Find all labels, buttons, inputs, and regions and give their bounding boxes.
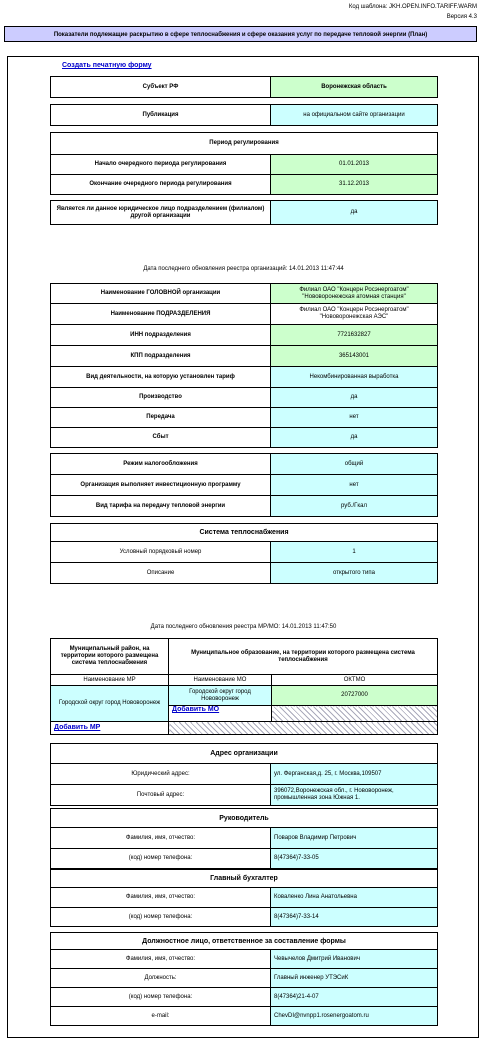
column-mr-name: Наименование МР (51, 675, 169, 686)
inn-value: 7721632827 (271, 325, 438, 346)
tax-regime-label: Режим налогообложения (51, 454, 271, 475)
accountant-phone-value[interactable]: 8(47364)7-33-14 (271, 908, 438, 927)
production-value[interactable]: да (271, 388, 438, 408)
kpp-label: КПП подразделения (51, 346, 271, 367)
hatched-row (169, 722, 438, 735)
responsible-name-value[interactable]: Чевычелов Дмитрий Иванович (271, 950, 438, 969)
inn-label: ИНН подразделения (51, 325, 271, 346)
tax-regime-value[interactable]: общий (271, 454, 438, 475)
kpp-value: 365143001 (271, 346, 438, 367)
heating-system-title: Система теплоснабжения (51, 524, 438, 542)
head-org-value[interactable]: Филиал ОАО "Концерн Росэнергоатом" "Нововоронежская атомная станция" (271, 284, 438, 304)
tariff-type-value[interactable]: руб./Гкал (271, 496, 438, 517)
period-title: Период регулирования (51, 133, 438, 155)
director-phone-label: (код) номер телефона: (51, 849, 271, 869)
invest-program-value[interactable]: нет (271, 475, 438, 496)
responsible-table (50, 932, 438, 1026)
template-code: Код шаблона: JKH.OPEN.INFO.TARIFF.WARM (348, 4, 477, 10)
add-mo-link[interactable]: Добавить МО (172, 706, 220, 713)
responsible-title: Должностное лицо, ответственное за составление формы (51, 933, 438, 950)
legal-address-value[interactable]: ул. Ферганская,д. 25, г. Москва,109507 (271, 764, 438, 785)
system-description-label: Описание (51, 563, 271, 584)
branch-value[interactable]: да (271, 201, 438, 225)
invest-program-label: Организация выполняет инвестиционную программу (51, 475, 271, 496)
add-mo-cell (169, 706, 272, 722)
mo-name-value[interactable]: Городской округ город Нововоронеж (169, 686, 272, 706)
postal-address-label: Почтовый адрес: (51, 785, 271, 806)
subject-label: Субъект РФ (51, 77, 271, 98)
oktmo-value: 20727000 (272, 686, 438, 706)
organization-table (50, 283, 438, 448)
add-mr-link[interactable]: Добавить МР (54, 724, 101, 731)
subject-value[interactable]: Воронежская область (271, 77, 438, 98)
director-name-label: Фамилия, имя, отчество: (51, 828, 271, 849)
sales-value[interactable]: да (271, 428, 438, 448)
period-start-value[interactable]: 01.01.2013 (271, 155, 438, 175)
system-description-value[interactable]: открытого типа (271, 563, 438, 584)
responsible-name-label: Фамилия, имя, отчество: (51, 950, 271, 969)
activity-label: Вид деятельности, на которую установлен тариф (51, 367, 271, 388)
publication-label: Публикация (51, 105, 271, 126)
column-mo-name: Наименование МО (169, 675, 272, 686)
period-table (50, 132, 438, 195)
period-end-value[interactable]: 31.12.2013 (271, 175, 438, 195)
system-number-value: 1 (271, 542, 438, 563)
branch-label: Является ли данное юридическое лицо подразделением (филиалом) другой организации (51, 201, 271, 225)
responsible-email-value[interactable]: ChevDI@nvnpp1.rosenergoatom.ru (271, 1007, 438, 1026)
hatched-cell (272, 706, 438, 722)
responsible-position-label: Должность: (51, 969, 271, 988)
create-print-form-link[interactable]: Создать печатную форму (62, 62, 152, 69)
template-version: Версия 4.3 (446, 14, 477, 20)
accountant-table (50, 869, 438, 927)
period-start-label: Начало очередного периода регулирования (51, 155, 271, 175)
period-end-label: Окончание очередного периода регулирования (51, 175, 271, 195)
subject-table (50, 76, 438, 98)
sales-label: Сбыт (51, 428, 271, 448)
director-table (50, 808, 438, 869)
column-oktmo: ОКТМО (272, 675, 438, 686)
tax-table (50, 453, 438, 517)
production-label: Производство (51, 388, 271, 408)
territory-table (50, 638, 438, 735)
activity-value[interactable]: Некомбинированная выработка (271, 367, 438, 388)
sub-org-label: Наименование ПОДРАЗДЕЛЕНИЯ (51, 304, 271, 325)
transmission-label: Передача (51, 408, 271, 428)
system-number-label: Условный порядковый номер (51, 542, 271, 563)
tariff-type-label: Вид тарифа на передачу тепловой энергии (51, 496, 271, 517)
responsible-email-label: e-mail: (51, 1007, 271, 1026)
sub-org-value: Филиал ОАО "Концерн Росэнергоатом" "Нововоронежская АЭС" (271, 304, 438, 325)
add-mr-cell (51, 722, 169, 735)
responsible-phone-label: (код) номер телефона: (51, 988, 271, 1007)
accountant-name-value[interactable]: Коваленко Лина Анатольевна (271, 888, 438, 908)
publication-value[interactable]: на официальном сайте организации (271, 105, 438, 126)
heating-system-table (50, 523, 438, 584)
mr-name-value[interactable]: Городской округ город Нововоронеж (51, 686, 169, 722)
director-name-value[interactable]: Поваров Владимир Петрович (271, 828, 438, 849)
legal-address-label: Юридический адрес: (51, 764, 271, 785)
responsible-position-value[interactable]: Главный инженер УТЭСиК (271, 969, 438, 988)
head-org-label: Наименование ГОЛОВНОЙ организации (51, 284, 271, 304)
mo-header: Муниципальное образование, на территории которого размещена система теплоснабжения (169, 639, 438, 675)
accountant-name-label: Фамилия, имя, отчество: (51, 888, 271, 908)
org-registry-update-note: Дата последнего обновления реестра организаций: 14.01.2013 11:47:44 (143, 266, 344, 272)
accountant-title: Главный бухгалтер (51, 870, 438, 888)
page-title: Показатели подлежащие раскрытию в сфере теплоснабжения и сфере оказания услуг по передаче тепловой энергии (План) (4, 26, 477, 42)
responsible-phone-value[interactable]: 8(47364)21-4-07 (271, 988, 438, 1007)
postal-address-value[interactable]: 396072,Воронежская обл., г. Нововоронеж, промышленная зона Южная 1. (271, 785, 438, 806)
mr-registry-update-note: Дата последнего обновления реестра МР/МО: 14.01.2013 11:47:50 (150, 624, 337, 630)
mr-header: Муниципальный район, на территории которого размещена система теплоснабжения (51, 639, 169, 675)
address-table (50, 743, 438, 806)
director-phone-value[interactable]: 8(47364)7-33-05 (271, 849, 438, 869)
transmission-value[interactable]: нет (271, 408, 438, 428)
director-title: Руководитель (51, 809, 438, 828)
branch-table (50, 200, 438, 225)
address-title: Адрес организации (51, 744, 438, 764)
accountant-phone-label: (код) номер телефона: (51, 908, 271, 927)
publication-table (50, 104, 438, 126)
